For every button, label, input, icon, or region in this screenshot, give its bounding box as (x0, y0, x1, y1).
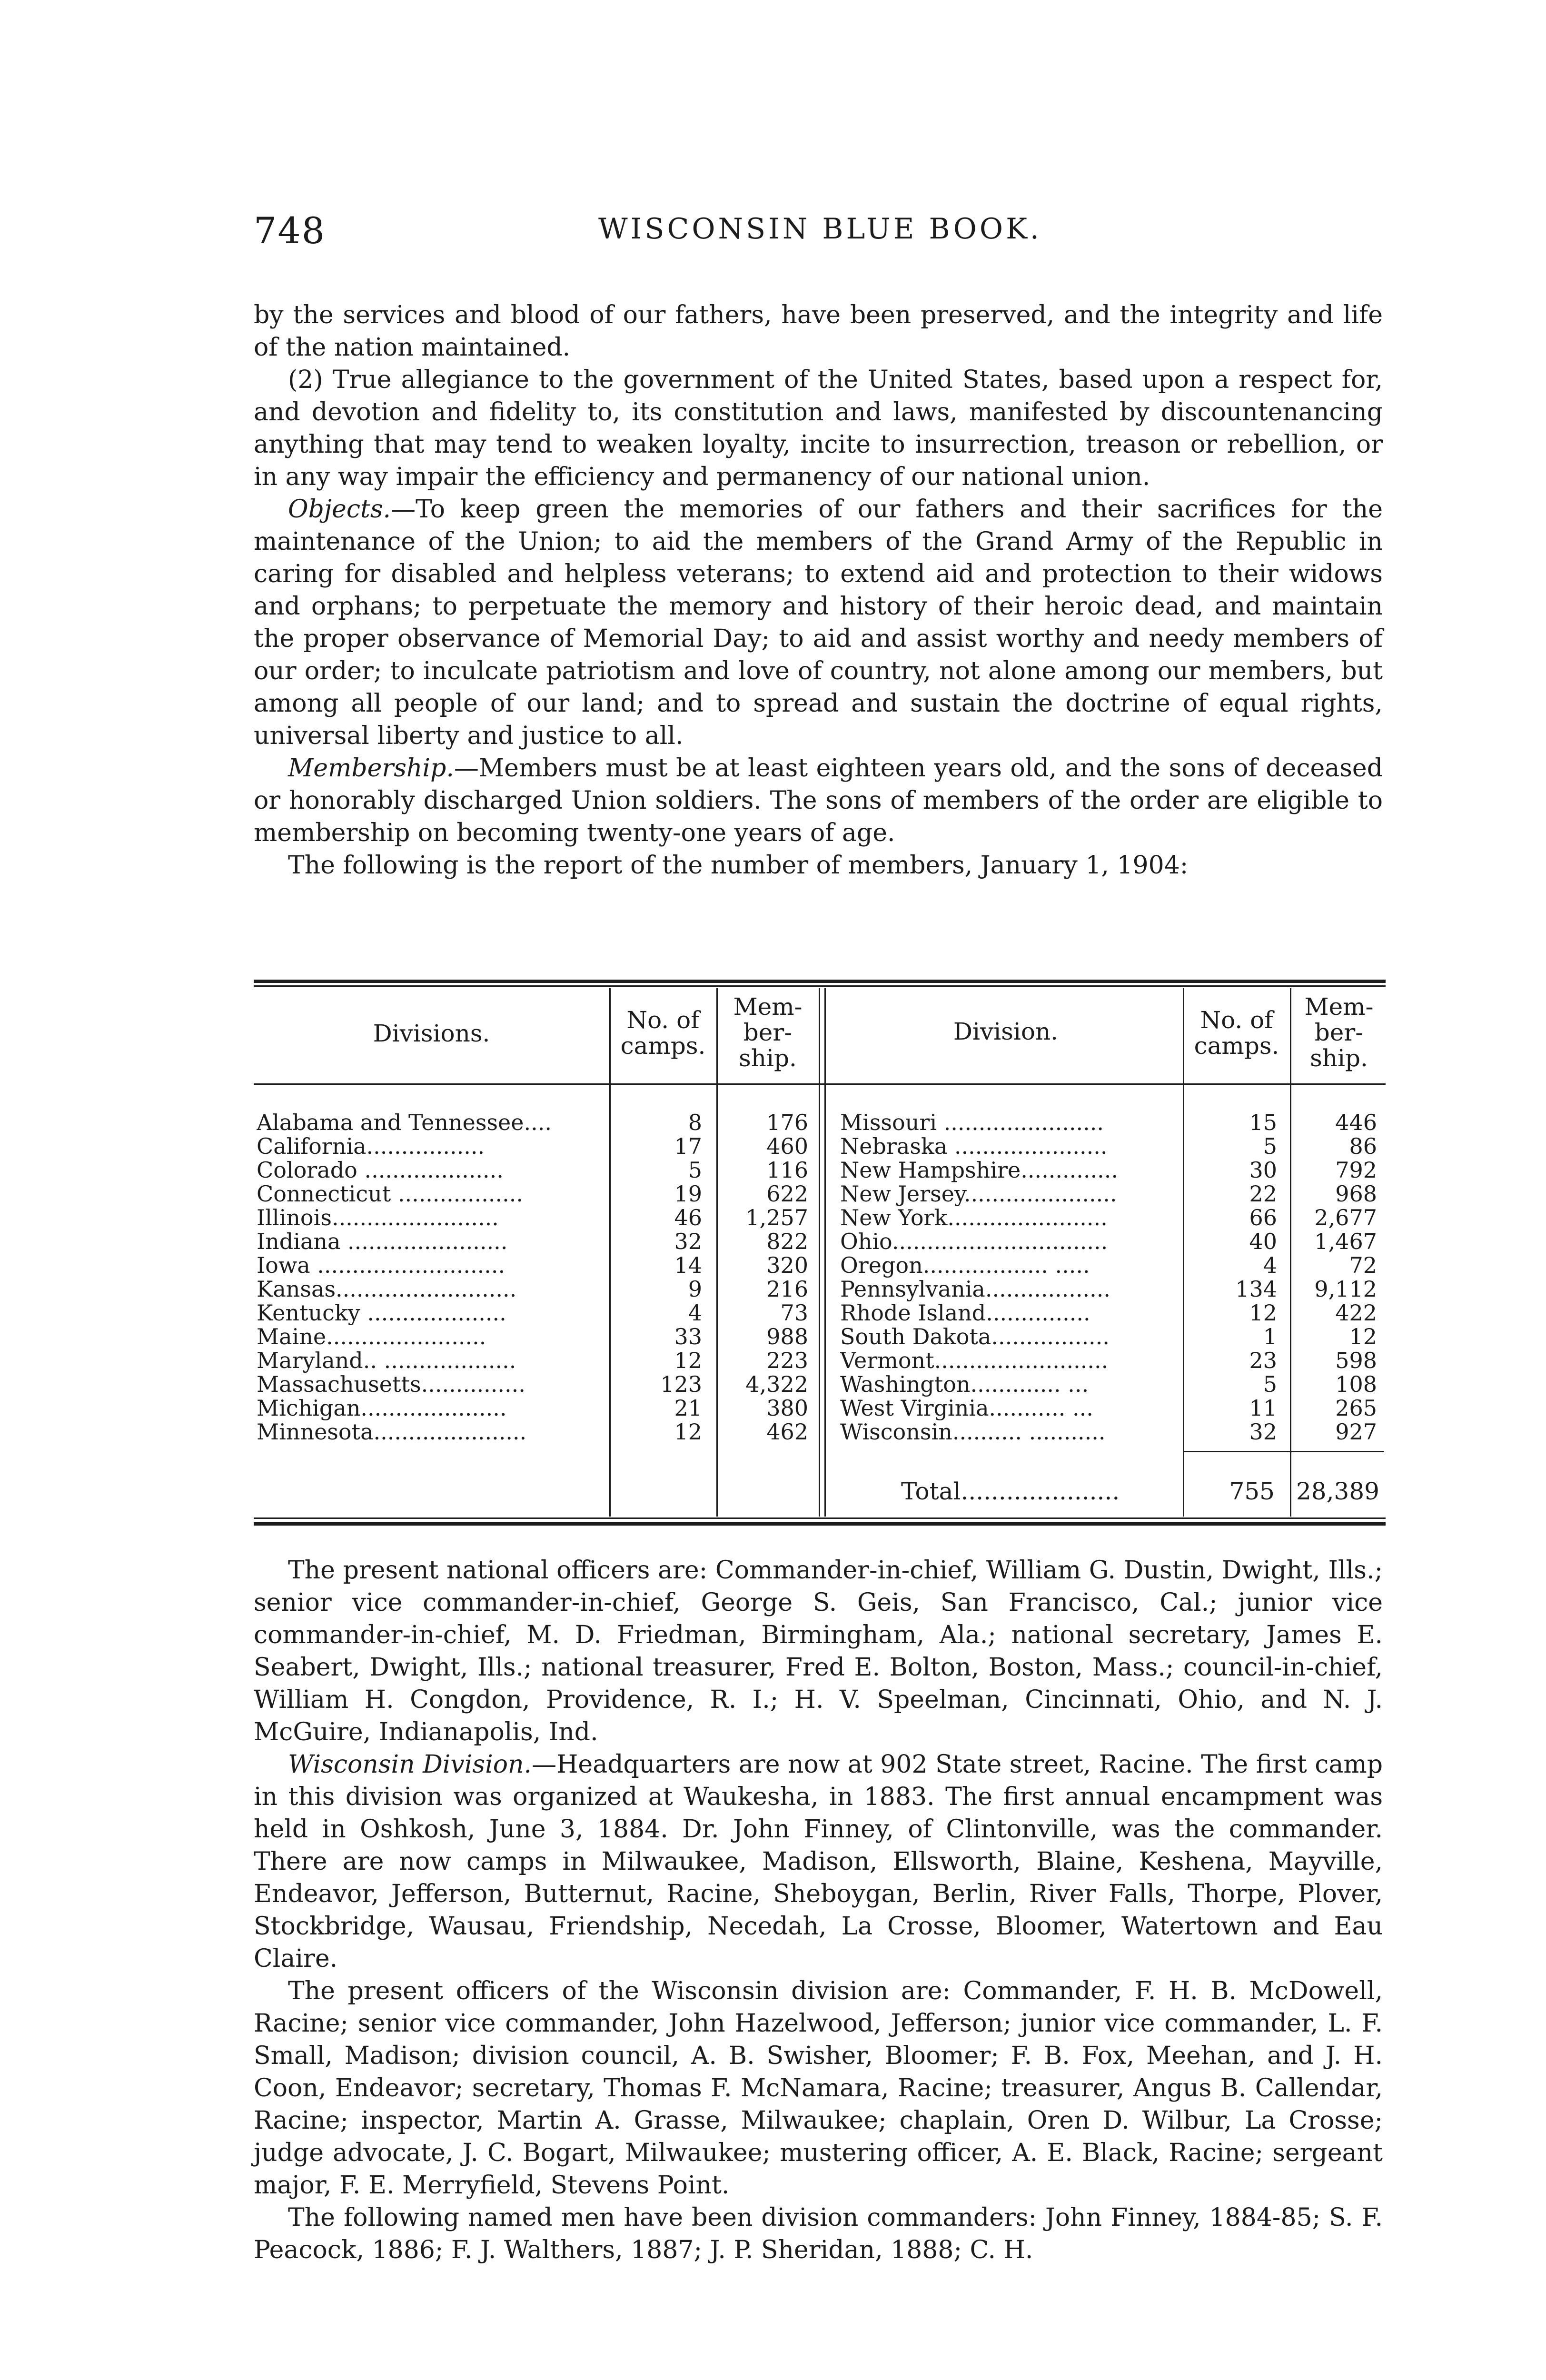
division-name-cell: Missouri ....................... (840, 1111, 1104, 1135)
camps-cell: 66 (1249, 1205, 1277, 1230)
membership-cell: 72 (1349, 1252, 1377, 1278)
membership-cell: 446 (1335, 1111, 1377, 1135)
camps-cell: 5 (688, 1157, 702, 1183)
membership-cell: 86 (1349, 1133, 1377, 1159)
camps-cell: 1 (1263, 1324, 1277, 1349)
membership-cell: 927 (1335, 1419, 1377, 1444)
membership-cell: 4,322 (745, 1371, 808, 1397)
camps-cell: 11 (1249, 1395, 1277, 1421)
division-name-cell: Minnesota...................... (257, 1419, 527, 1444)
membership-cell: 598 (1335, 1348, 1377, 1373)
camps-cell: 32 (1249, 1419, 1277, 1444)
membership-cell: 320 (766, 1252, 808, 1278)
running-head: WISCONSIN BLUE BOOK. (598, 212, 1042, 246)
camps-cell: 33 (674, 1324, 702, 1349)
camps-cell: 14 (674, 1252, 702, 1278)
membership-text: —Members must be at least eighteen years old, and the sons of deceased or honorably discharged Union soldiers. The sons of members of the order are eligible to membership on becoming twenty-one years of age. (254, 754, 1383, 847)
division-name-cell: Kentucky .................... (257, 1300, 506, 1326)
division-name-cell: Maine....................... (257, 1324, 486, 1349)
division-name-cell: New Jersey...................... (840, 1181, 1117, 1207)
camps-cell: 17 (674, 1133, 702, 1159)
camps-cell: 134 (1235, 1276, 1277, 1302)
division-name-cell: New York....................... (840, 1205, 1108, 1230)
division-name-cell: California................. (257, 1133, 485, 1159)
paragraph-wisconsin-division (254, 1748, 1383, 1975)
membership-cell: 822 (766, 1229, 808, 1254)
camps-cell: 21 (674, 1395, 702, 1421)
division-name-cell: Nebraska ...................... (840, 1133, 1108, 1159)
header-divisions-left: Divisions. (373, 1020, 490, 1047)
right-division-names (840, 1111, 1177, 1444)
camps-cell: 46 (674, 1205, 702, 1230)
wisconsin-division-label: Wisconsin Division. (288, 1750, 532, 1779)
division-name-cell: Wisconsin.......... ........... (840, 1419, 1106, 1444)
membership-cell: 380 (766, 1395, 808, 1421)
division-name-cell: Michigan..................... (257, 1395, 507, 1421)
header-membership-right: Mem-ber-ship. (1304, 993, 1374, 1072)
division-name-cell: Alabama and Tennessee.... (257, 1111, 552, 1135)
header-division-right: Division. (953, 1018, 1059, 1045)
camps-cell: 9 (688, 1276, 702, 1302)
right-camps-column (1189, 1111, 1277, 1444)
closing-text (254, 1554, 1383, 2266)
membership-cell: 422 (1335, 1300, 1377, 1326)
paragraph-continuation: by the services and blood of our fathers, have been preserved, and the integrity and life of the nation maintained. (254, 301, 1383, 362)
membership-cell: 462 (766, 1419, 808, 1444)
division-name-cell: Ohio............................... (840, 1229, 1108, 1254)
objects-text: —To keep green the memories of our fathers and their sacrifices for the maintenance of the Union; to aid the members of the Grand Army of the Republic in caring for disabled and helpless veterans; to extend aid and protection to their widows and orphans; to perpetuate the memory and history of their heroic dead, and maintain the proper observance of Memorial Day; to aid and assist worthy and needy members of our order; to inculcate patriotism and love of country, not alone among our members, but among all people of our land; and to spread and sustain the doctrine of equal rights, universal liberty and justice to all. (254, 495, 1383, 750)
paragraph-division-officers: The present officers of the Wisconsin division are: Commander, F. H. B. McDowell, Racine; senior vice commander, John Hazelwood, Jefferson; junior vice commander, L. F. Small, Madison; division council, A. B. Swisher, Bloomer; F. B. Fox, Meehan, and J. H. Coon, Endeavor; secretary, Thomas F. McNamara, Racine; treasurer, Angus B. Callendar, Racine; inspector, Martin A. Grasse, Milwaukee; chaplain, Oren D. Wilbur, La Crosse; judge advocate, J. C. Bogart, Milwaukee; mustering officer, A. E. Black, Racine; sergeant major, F. E. Merryfield, Stevens Point. (254, 1977, 1383, 2200)
camps-cell: 4 (688, 1300, 702, 1326)
division-name-cell: Indiana ....................... (257, 1229, 508, 1254)
column-divider (716, 988, 718, 1517)
camps-cell: 5 (1263, 1371, 1277, 1397)
objects-label: Objects. (288, 495, 391, 524)
total-membership: 28,389 (1296, 1478, 1379, 1505)
page-header (254, 209, 1387, 262)
membership-cell: 73 (780, 1300, 808, 1326)
camps-cell: 32 (674, 1229, 702, 1254)
camps-cell: 12 (1249, 1300, 1277, 1326)
camps-cell: 22 (1249, 1181, 1277, 1207)
membership-cell: 792 (1335, 1157, 1377, 1183)
left-camps-column (615, 1111, 702, 1444)
paragraph-objects (254, 493, 1383, 752)
membership-cell: 1,257 (745, 1205, 808, 1230)
column-divider (824, 988, 826, 1517)
column-divider (609, 988, 611, 1517)
camps-cell: 4 (1263, 1252, 1277, 1278)
camps-cell: 12 (674, 1348, 702, 1373)
membership-cell: 968 (1335, 1181, 1377, 1207)
membership-cell: 116 (766, 1157, 808, 1183)
table-top-rule-inner (254, 985, 1386, 987)
division-name-cell: West Virginia........... ... (840, 1395, 1093, 1421)
membership-cell: 9,112 (1314, 1276, 1377, 1302)
column-divider (1183, 988, 1184, 1517)
camps-cell: 123 (660, 1371, 702, 1397)
column-divider (1290, 988, 1291, 1517)
camps-cell: 23 (1249, 1348, 1277, 1373)
camps-cell: 40 (1249, 1229, 1277, 1254)
left-membership-column (723, 1111, 808, 1444)
division-name-cell: New Hampshire.............. (840, 1157, 1118, 1183)
header-camps-right: No. of camps. (1194, 1006, 1279, 1060)
paragraph-membership (254, 752, 1383, 849)
camps-cell: 19 (674, 1181, 702, 1207)
header-membership-left: Mem-ber-ship. (733, 993, 803, 1072)
table-bottom-rule (254, 1522, 1386, 1526)
division-name-cell: Colorado .................... (257, 1157, 504, 1183)
intro-text (254, 299, 1383, 882)
membership-cell: 176 (766, 1111, 808, 1135)
membership-cell: 1,467 (1314, 1229, 1377, 1254)
division-name-cell: Maryland.. ................... (257, 1348, 516, 1373)
membership-cell: 2,677 (1314, 1205, 1377, 1230)
membership-cell: 108 (1335, 1371, 1377, 1397)
membership-cell: 265 (1335, 1395, 1377, 1421)
camps-cell: 5 (1263, 1133, 1277, 1159)
division-name-cell: Pennsylvania.................. (840, 1276, 1111, 1302)
total-label: Total..................... (901, 1478, 1120, 1505)
membership-label: Membership. (288, 754, 454, 783)
page-number: 748 (254, 209, 326, 252)
division-name-cell: Kansas.......................... (257, 1276, 517, 1302)
wisconsin-division-text: —Headquarters are now at 902 State street, Racine. The first camp in this division was organized at Waukesha, in 1883. The first annual encampment was held in Oshkosh, June 3, 1884. Dr. John Finney, of Clintonville, was the commander. There are now camps in Milwaukee, Madison, Ellsworth, Blaine, Keshena, Mayville, Endeavor, Jefferson, Butternut, Racine, Sheboygan, Berlin, River Falls, Thorpe, Plover, Stockbridge, Wausau, Friendship, Necedah, La Crosse, Bloomer, Watertown and Eau Claire. (254, 1750, 1383, 1973)
membership-cell: 622 (766, 1181, 808, 1207)
membership-cell: 12 (1349, 1324, 1377, 1349)
table-top-rule (254, 980, 1386, 983)
right-membership-column (1296, 1111, 1377, 1444)
camps-cell: 8 (688, 1111, 702, 1135)
division-name-cell: Oregon.................. ..... (840, 1252, 1090, 1278)
paragraph-division-commanders: The following named men have been division commanders: John Finney, 1884-85; S. F. Peacock, 1886; F. J. Walthers, 1887; J. P. Sheridan, 1888; C. H. (254, 2203, 1383, 2264)
division-name-cell: Illinois........................ (257, 1205, 499, 1230)
membership-cell: 988 (766, 1324, 808, 1349)
membership-cell: 460 (766, 1133, 808, 1159)
left-division-names (257, 1111, 604, 1444)
column-divider (819, 988, 820, 1517)
report-line: The following is the report of the number of members, January 1, 1904: (288, 851, 1189, 880)
paragraph-allegiance: (2) True allegiance to the government of the United States, based upon a respect for, and devotion and fidelity to, its constitution and laws, manifested by discountenancing anything that may tend to weaken loyalty, incite to insurrection, treason or rebellion, or in any way impair the efficiency and permanency of our national union. (254, 366, 1383, 491)
camps-cell: 12 (674, 1419, 702, 1444)
division-name-cell: Connecticut .................. (257, 1181, 524, 1207)
membership-table (254, 980, 1386, 1526)
membership-cell: 223 (766, 1348, 808, 1373)
division-name-cell: Iowa ........................... (257, 1252, 505, 1278)
paragraph-national-officers: The present national officers are: Commander-in-chief, William G. Dustin, Dwight, Ills.; senior vice commander-in-chief, George S. Geis, San Francisco, Cal.; junior vice commander-in-chief, M. D. Friedman, Birmingham, Ala.; national secretary, James E. Seabert, Dwight, Ills.; national treasurer, Fred E. Bolton, Boston, Mass.; council-in-chief, William H. Congdon, Providence, R. I.; H. V. Speelman, Cincinnati, Ohio, and N. J. McGuire, Indianapolis, Ind. (254, 1556, 1383, 1746)
division-name-cell: Vermont......................... (840, 1348, 1109, 1373)
division-name-cell: Massachusetts............... (257, 1371, 525, 1397)
division-name-cell: Washington............. ... (840, 1371, 1089, 1397)
camps-cell: 30 (1249, 1157, 1277, 1183)
camps-cell: 15 (1249, 1111, 1277, 1135)
table-bottom-rule-inner (254, 1517, 1386, 1519)
division-name-cell: South Dakota................. (840, 1324, 1110, 1349)
total-rule (1184, 1451, 1384, 1452)
division-name-cell: Rhode Island............... (840, 1300, 1090, 1326)
total-camps: 755 (1229, 1478, 1275, 1505)
header-camps-left: No. of camps. (620, 1006, 706, 1060)
membership-cell: 216 (766, 1276, 808, 1302)
